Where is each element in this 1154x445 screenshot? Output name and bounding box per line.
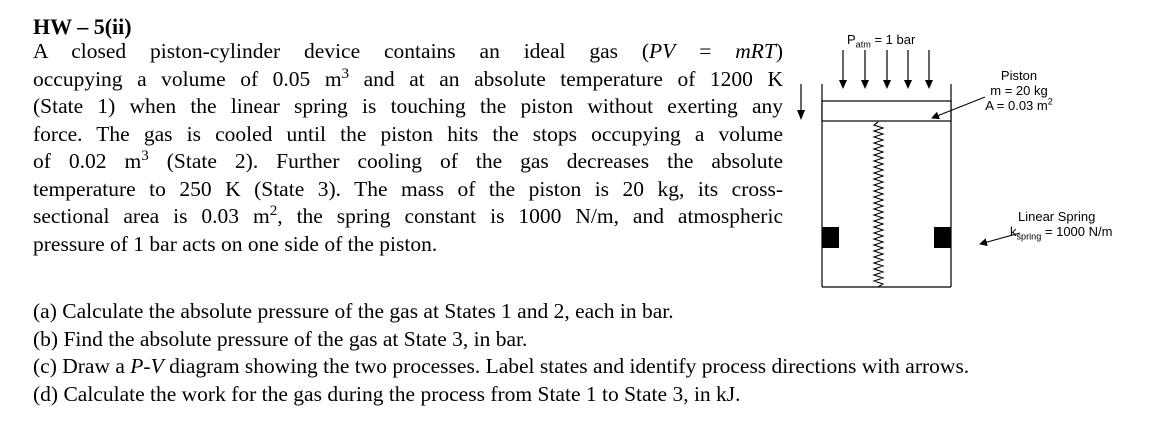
problem-line: A closed piston-cylinder device contains an ideal gas (PV = mRT) — [33, 39, 783, 63]
assignment-title: HW – 5(ii) — [33, 14, 132, 39]
question-c: (c) Draw a P-V diagram showing the two processes. Label states and identify process directions with arrows. — [33, 354, 970, 378]
piston-label — [975, 68, 1063, 113]
question-b: (b) Find the absolute pressure of the gas at State 3, in bar. — [33, 326, 528, 351]
question-a: (a) Calculate the absolute pressure of the gas at States 1 and 2, each in bar. — [33, 299, 674, 323]
spring-constant: $k_{spring} = 1000$ N/m — [1010, 224, 1113, 242]
linear-spring — [874, 122, 883, 287]
spring-label — [1010, 209, 1113, 242]
piston-area: A = 0.03 $m^2$ — [985, 96, 1053, 113]
piston-mass: m = 20 kg — [990, 83, 1048, 98]
spring-title: Linear Spring — [1018, 209, 1096, 224]
atmospheric-pressure-label: $P_{atm} = 1$ bar — [847, 32, 916, 50]
stop-right — [934, 227, 951, 248]
problem-line: occupying a volume of 0.05 $m^3$ and at an absolute temperature of 1200 K — [33, 65, 783, 91]
piston — [822, 101, 951, 121]
down-arrow-icon — [797, 84, 805, 120]
piston-title: Piston — [1000, 68, 1038, 83]
atmospheric-pressure-arrows — [839, 50, 933, 89]
problem-line: temperature to 250 K (State 3). The mass of the piston is 20 kg, its cross- — [33, 176, 783, 201]
problem-line: (State 1) when the linear spring is touching the piston without exerting any — [33, 94, 783, 118]
problem-line: of 0.02 $m^3$ (State 2). Further cooling of the gas decreases the absolute — [33, 147, 784, 173]
problem-line: sectional area is 0.03 $m^2$, the spring constant is 1000 N/m, and atmospheric — [33, 202, 783, 228]
stop-left — [822, 227, 839, 248]
question-d: (d) Calculate the work for the gas during the process from State 1 to State 3, in kJ. — [33, 381, 741, 406]
problem-line: pressure of 1 bar acts on one side of the piston. — [33, 231, 438, 256]
problem-line: force. The gas is cooled until the piston hits the stops occupying a volume — [33, 121, 783, 146]
